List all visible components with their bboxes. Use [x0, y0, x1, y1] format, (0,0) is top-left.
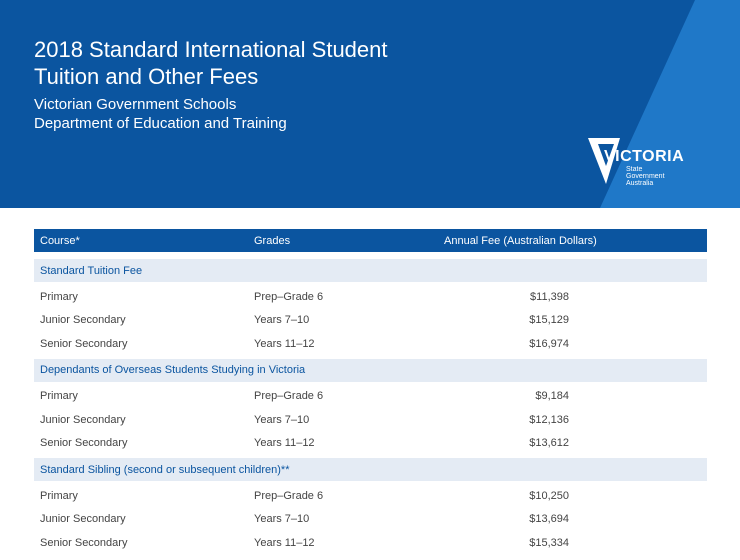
cell-course: Primary [40, 489, 78, 502]
section-standard-sibling [34, 458, 707, 481]
table-row [34, 285, 707, 309]
section-title: Dependants of Overseas Students Studying in Victoria [40, 364, 306, 376]
cell-grades: Prep–Grade 6 [254, 390, 324, 403]
cell-course: Junior Secondary [40, 513, 126, 526]
cell-fee: $12,136 [529, 413, 569, 426]
cell-fee: $11,398 [530, 290, 569, 303]
cell-fee: $15,334 [529, 536, 569, 549]
cell-fee: $13,612 [529, 437, 569, 450]
cell-grades: Years 7–10 [254, 413, 310, 426]
title-line-1: 2018 Standard International Student [34, 37, 388, 62]
cell-grades: Years 11–12 [254, 337, 315, 350]
cell-fee: $9,184 [535, 390, 569, 403]
cell-fee: $15,129 [529, 314, 569, 327]
subtitle-line-1: Victorian Government Schools [34, 96, 237, 113]
cell-grades: Years 11–12 [254, 437, 315, 450]
logo-sub-government: Government [626, 173, 665, 180]
table-row [34, 309, 707, 333]
cell-grades: Prep–Grade 6 [254, 489, 324, 502]
logo-sub-australia: Australia [626, 180, 654, 187]
victoria-government-logo [588, 136, 688, 186]
header-course: Course* [40, 234, 80, 247]
table-row [34, 484, 707, 508]
page-title [34, 36, 514, 90]
cell-course: Primary [40, 390, 78, 403]
table-row [34, 408, 707, 432]
section-standard-tuition [34, 259, 707, 282]
header-annual-fee: Annual Fee (Australian Dollars) [444, 234, 597, 247]
cell-course: Junior Secondary [40, 413, 126, 426]
cell-grades: Years 11–12 [254, 536, 315, 549]
table-row [34, 385, 707, 409]
cell-course: Senior Secondary [40, 536, 128, 549]
section-title: Standard Sibling (second or subsequent children)** [40, 463, 290, 476]
subtitle-line-2: Department of Education and Training [34, 115, 287, 132]
cell-fee: $13,694 [529, 513, 569, 526]
fees-table [34, 229, 707, 555]
logo-wordmark: VICTORIA [604, 148, 685, 165]
logo-subtext [626, 166, 665, 187]
cell-course: Senior Secondary [40, 437, 128, 450]
logo-sub-state: State [626, 166, 643, 173]
header-grades: Grades [254, 234, 291, 247]
cell-fee: $10,250 [529, 489, 569, 502]
cell-fee: $16,974 [529, 337, 569, 350]
section-dependants [34, 359, 707, 382]
cell-course: Senior Secondary [40, 337, 128, 350]
table-row [34, 531, 707, 555]
cell-grades: Years 7–10 [254, 513, 310, 526]
cell-grades: Prep–Grade 6 [254, 290, 324, 303]
table-row [34, 332, 707, 356]
cell-grades: Years 7–10 [254, 314, 310, 327]
title-line-2: Tuition and Other Fees [34, 64, 259, 89]
table-header [34, 229, 707, 252]
header-banner [0, 0, 740, 208]
page-subtitle [34, 95, 454, 133]
table-row [34, 432, 707, 456]
table-row [34, 508, 707, 532]
cell-course: Junior Secondary [40, 314, 126, 327]
cell-course: Primary [40, 290, 78, 303]
section-title: Standard Tuition Fee [40, 264, 143, 277]
